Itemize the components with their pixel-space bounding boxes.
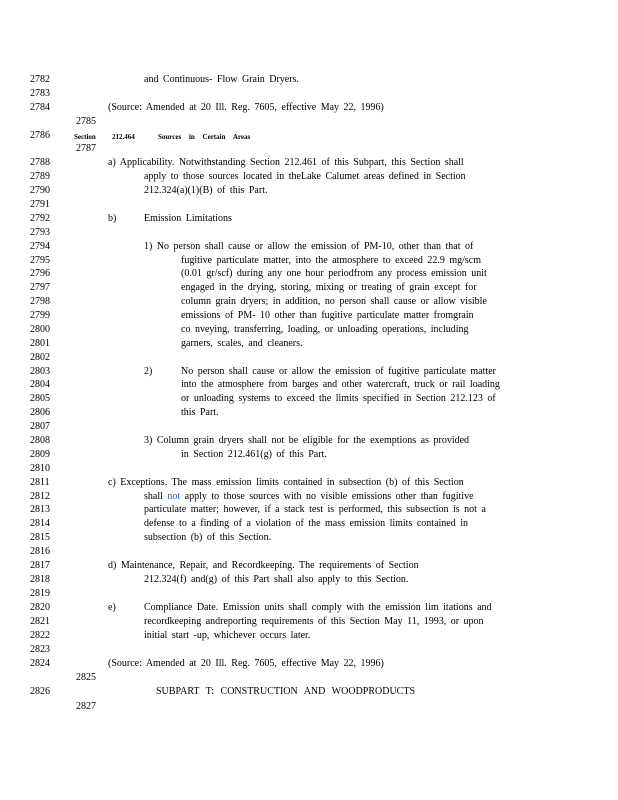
- text-line: initial start -up, whichever occurs later.: [144, 630, 311, 641]
- text-line: 212.324(a)(1)(B) of this Part.: [144, 185, 268, 196]
- line-number: 2823: [30, 644, 50, 655]
- line-number: 2791: [30, 199, 50, 210]
- line-number: 2793: [30, 227, 50, 238]
- section-label: Section: [74, 133, 96, 141]
- line-number: 2801: [30, 338, 50, 349]
- text-line: Emission Limitations: [144, 213, 232, 224]
- line-number: 2798: [30, 296, 50, 307]
- text-line: subsection (b) of this Section.: [144, 532, 272, 543]
- line-number: 2803: [30, 366, 50, 377]
- text-line: 3) Column grain dryers shall not be eligible for the exemptions as provided: [144, 435, 470, 446]
- text-line: 212.324(f) and(g) of this Part shall also apply to this Section.: [144, 574, 409, 585]
- line-number: 2817: [30, 560, 50, 571]
- subpart-heading: SUBPART T: CONSTRUCTION AND WOODPRODUCTS: [156, 686, 416, 697]
- line-number: 2814: [30, 518, 50, 529]
- line-number: 2818: [30, 574, 50, 585]
- line-number: 2810: [30, 463, 50, 474]
- text-line: in Section 212.461(g) of this Part.: [181, 449, 327, 460]
- text-line: [144, 491, 474, 503]
- text-line: fugitive particulate matter, into the atmosphere to exceed 22.9 mg/scm: [181, 255, 482, 266]
- text-line: Compliance Date. Emission units shall comply with the emission lim itations and: [144, 602, 492, 613]
- line-number: 2786: [30, 130, 50, 141]
- text-line: defense to a finding of a violation of the mass emission limits contained in: [144, 518, 468, 529]
- text-line: emissions of PM- 10 other than fugitive particulate matter fromgrain: [181, 310, 474, 321]
- line-number: 2799: [30, 310, 50, 321]
- text-line: garners, scales, and cleaners.: [181, 338, 303, 349]
- text-line: particulate matter; however, if a stack test is performed, this subsection is not a: [144, 504, 486, 515]
- line-number: 2806: [30, 407, 50, 418]
- text-line: engaged in the drying, storing, mixing or treating of grain except for: [181, 282, 477, 293]
- line-number: 2805: [30, 393, 50, 404]
- text-line: (0.01 gr/scf) during any one hour periodfrom any process emission unit: [181, 268, 487, 279]
- text-line: recordkeeping andreporting requirements of this Section May 11, 1993, or upon: [144, 616, 484, 627]
- line-number: 2813: [30, 504, 50, 515]
- line-number: 2790: [30, 185, 50, 196]
- text-line: e): [108, 602, 116, 613]
- text-line: this Part.: [181, 407, 219, 418]
- line-number: 2812: [30, 491, 50, 502]
- text-line: and Continuous- Flow Grain Dryers.: [144, 74, 299, 85]
- text-line: or unloading systems to exceed the limits specified in Section 212.123 of: [181, 393, 496, 404]
- text-line: 1) No person shall cause or allow the emission of PM-10, other than that of: [144, 241, 474, 252]
- line-number: 2816: [30, 546, 50, 557]
- line-number: 2809: [30, 449, 50, 460]
- text-line: column grain dryers; in addition, no person shall cause or allow visible: [181, 296, 487, 307]
- line-number: 2825: [76, 672, 96, 683]
- line-number: 2795: [30, 255, 50, 266]
- source-note: (Source: Amended at 20 Ill. Reg. 7605, effective May 22, 1996): [108, 658, 384, 669]
- line-number: 2819: [30, 588, 50, 599]
- line-number: 2792: [30, 213, 50, 224]
- line-number: 2808: [30, 435, 50, 446]
- highlighted-word: not: [167, 491, 181, 502]
- line-number: 2797: [30, 282, 50, 293]
- line-number: 2824: [30, 658, 50, 669]
- section-number: 212.464: [112, 133, 135, 141]
- line-number: 2782: [30, 74, 50, 85]
- text-fragment: apply to those sources with no visible emissions other than fugitive: [184, 491, 474, 502]
- text-line: co nveying, transferring, loading, or unloading operations, including: [181, 324, 469, 335]
- line-number: 2796: [30, 268, 50, 279]
- line-number: 2800: [30, 324, 50, 335]
- line-number: 2807: [30, 421, 50, 432]
- text-line: into the atmosphere from barges and other watercraft, truck or rail loading: [181, 379, 500, 390]
- line-number: 2785: [76, 116, 96, 127]
- line-number: 2826: [30, 686, 50, 697]
- line-number: 2822: [30, 630, 50, 641]
- line-number: 2802: [30, 352, 50, 363]
- text-line: 2): [144, 366, 153, 377]
- text-line: d) Maintenance, Repair, and Recordkeeping. The requirements of Section: [108, 560, 419, 571]
- line-number: 2827: [76, 701, 96, 712]
- text-line: b): [108, 213, 117, 224]
- line-number: 2784: [30, 102, 50, 113]
- line-number: 2794: [30, 241, 50, 252]
- line-number: 2783: [30, 88, 50, 99]
- source-note: (Source: Amended at 20 Ill. Reg. 7605, effective May 22, 1996): [108, 102, 384, 113]
- text-fragment: shall: [144, 491, 163, 502]
- text-line: c) Exceptions. The mass emission limits contained in subsection (b) of this Section: [108, 477, 464, 488]
- line-number: 2787: [76, 143, 96, 154]
- line-number: 2811: [30, 477, 50, 488]
- text-line: No person shall cause or allow the emission of fugitive particulate matter: [181, 366, 496, 377]
- line-number: 2788: [30, 157, 50, 168]
- line-number: 2804: [30, 379, 50, 390]
- line-number: 2789: [30, 171, 50, 182]
- text-line: a) Applicability. Notwithstanding Section 212.461 of this Subpart, this Section shall: [108, 157, 464, 168]
- line-number: 2820: [30, 602, 50, 613]
- section-title: Sources in Certain Areas: [158, 133, 251, 141]
- line-number: 2815: [30, 532, 50, 543]
- line-number: 2821: [30, 616, 50, 627]
- text-line: apply to those sources located in theLake Calumet areas defined in Section: [144, 171, 466, 182]
